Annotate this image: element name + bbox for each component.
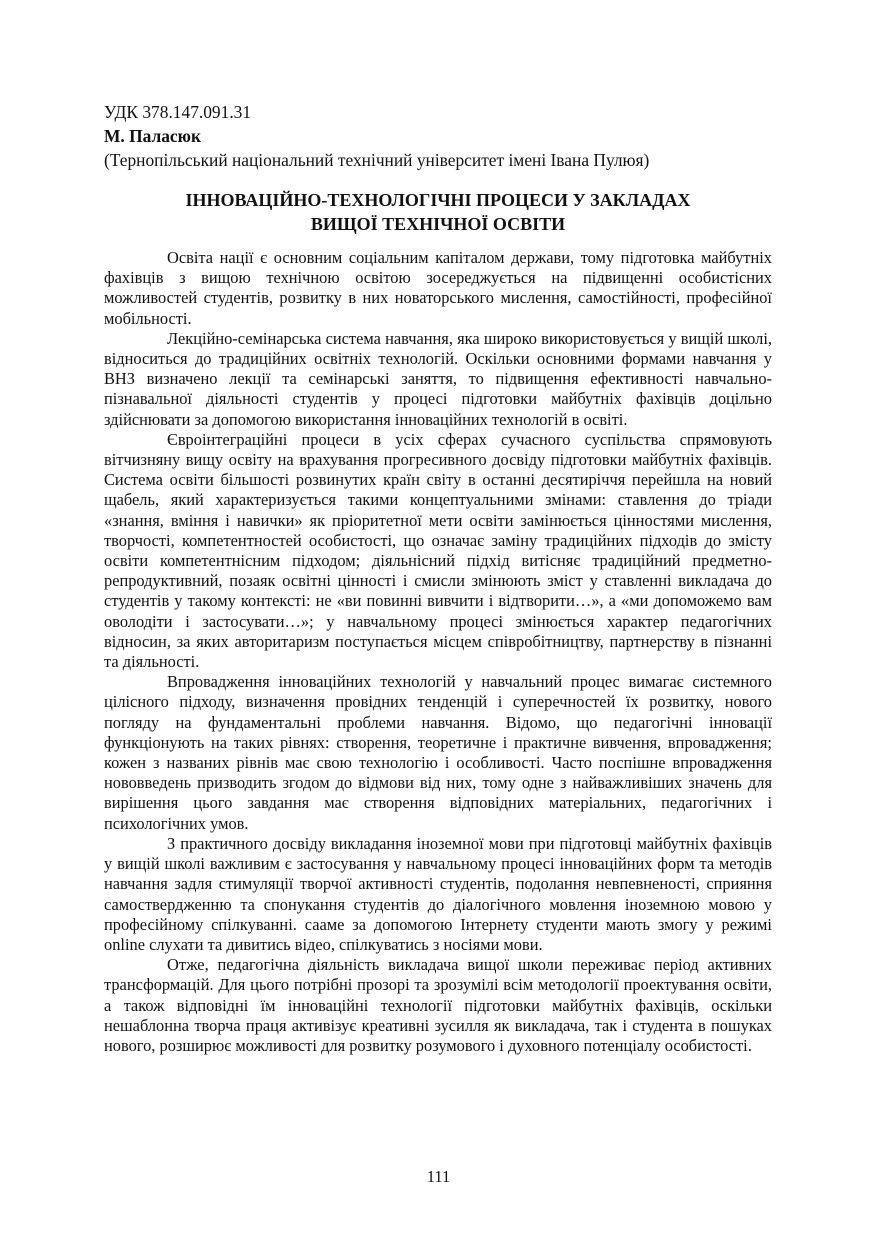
article-body [104,248,772,1056]
body-paragraph: Отже, педагогічна діяльність викладача вищої школи переживає період активних трансформацій. Для цього потрібні прозорі та зрозумілі всім методології проектування освіти, а також відповідні їм інноваційні технології підготовки майбутніх фахівців, оскільки нешаблонна творча праця активізує креативні зусилля як викладача, так і студента в пошуках нового, розширює можливості для розвитку розумового і духовного потенціалу особистості. [104,955,772,1055]
body-paragraph: Впровадження інноваційних технологій у навчальний процес вимагає системного цілісного підходу, визначення провідних тенденцій і суперечностей їх розвитку, нового погляду на фундаментальні проблеми навчання. Відомо, що педагогічні інновації функціонують на таких рівнях: створення, теоретичне і практичне вивчення, впровадження; кожен з названих рівнів має свою технологію і особливості. Часто поспішне впровадження нововведень призводить згодом до відмови від них, тому одне з найважливіших значень для вирішення цього завдання має створення відповідних матеріальних, педагогічних і психологічних умов. [104,672,772,833]
document-page [104,100,772,1056]
author-affiliation: (Тернопільський національний технічний університет імені Івана Пулюя) [104,150,650,170]
article-title-line-1: ІННОВАЦІЙНО-ТЕХНОЛОГІЧНІ ПРОЦЕСИ У ЗАКЛАДАХ [185,190,691,210]
body-paragraph: Лекційно-семінарська система навчання, яка широко використовується у вищій школі, відноситься до традиційних освітніх технологій. Оскільки основними формами навчання у ВНЗ визначено лекції та семінарські заняття, то підвищення ефективності навчально-пізнавальної діяльності студентів у процесі підготовки майбутніх фахівців доцільно здійснювати за допомогою використання інноваційних технологій в освіті. [104,328,772,429]
page-number: 111 [426,1167,451,1186]
body-paragraph: Освіта нації є основним соціальним капіталом держави, тому підготовка майбутніх фахівців з вищою технічною освітою зосереджується на підвищенні особистісних можливостей студентів, розвитку в них новаторського мислення, самостійності, професійної мобільності. [104,248,772,328]
article-title-line-2: ВИЩОЇ ТЕХНІЧНОЇ ОСВІТИ [310,214,566,234]
article-title [104,188,772,236]
author-name: М. Паласюк [104,126,201,146]
body-paragraph: Євроінтеграційні процеси в усіх сферах сучасного суспільства спрямовують вітчизняну вищу освіту на врахування прогресивного досвіду підготовки майбутніх фахівців. Система освіти більшості розвинутих країн світу в останні десятиріччя перейшла на новий щабель, який характеризується такими концептуальними змінами: ставлення до тріади «знання, вміння і навички» як пріоритетної мети освіти замінюється цінностями мислення, творчості, компетентностей особистості, що означає заміну традиційних підходів до змісту освіти компетентнісним підходом; діяльнісний підхід витісняє традиційний предметно-репродуктивний, позаяк освітні цінності і смисли змінюють зміст у ставленні викладача до студентів у такому контексті: не «ви повинні вивчити і відтворити…», а «ми допоможемо вам оволодіти і застосувати…»; у навчальному процесі змінюється характер педагогічних відносин, за яких авторитаризм поступається місцем співробітництву, партнерству в пізнанні та діяльності. [104,429,772,672]
body-paragraph: З практичного досвіду викладання іноземної мови при підготовці майбутніх фахівців у вищій школі важливим є застосування у навчальному процесі інноваційних форм та методів навчання задля стимуляції творчої активності студентів, подолання невпевненості, сприяння самоствердженню та спонукання студентів до діалогічного мовлення іноземною мовою у професійному спілкуванні. сааме за допомогою Інтернету студенти мають змогу у режимі online слухати та дивитись відео, спілкуватись з носіями мови. [104,833,772,954]
udc-code: УДК 378.147.091.31 [104,102,252,122]
